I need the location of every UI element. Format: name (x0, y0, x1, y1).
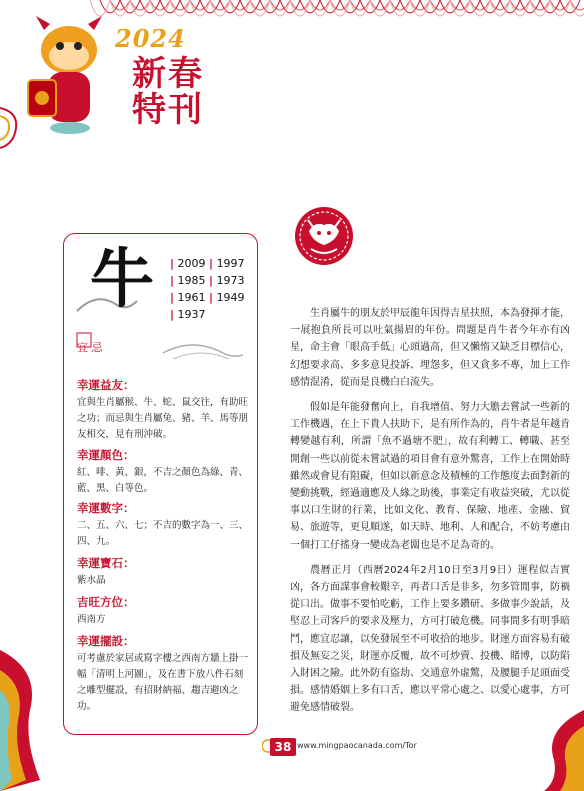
section-title: 幸運寶石： (77, 556, 135, 570)
section-lucky-direction (63, 594, 256, 628)
article-body (290, 305, 570, 725)
year-item: 1985 (177, 274, 206, 287)
year-item: 1997 (216, 257, 245, 270)
section-body: 西南方 (77, 614, 106, 625)
section-body: 紫水晶 (77, 575, 106, 586)
section-title: 幸運顏色： (77, 448, 135, 462)
flame-decoration (0, 630, 60, 791)
zodiac-years-list: | 2009 | 1997 | 1985 | 1973 | 1961 | 1949 | 1937 (170, 257, 245, 321)
year-item: 1961 (177, 291, 206, 304)
ox-papercut-icon (293, 205, 355, 267)
zodiac-character: 牛 (90, 242, 154, 317)
section-title: 幸運益友： (77, 378, 135, 392)
seal-stamp: 宜 忌 (77, 341, 103, 354)
article-paragraph: 假如是年能發奮向上，自我增值、努力大膽去嘗試一些新的工作機遇，在上下貴人扶助下，是有所作為的，肖牛者是年越肯轉變越有利，所謂「魚不過塘不肥」，故有利轉工、轉職、甚至開創一些以前從未嘗試過的項目會有意外驚喜，工作上在開始時雖然或會見有阻礙，但如以新意念及積極的工作態度去面對新的變動挑戰，經過適應及人緣之助後，事業定有收益突破，尤以從事以口生財的行業，比如文化、教育、保險、地產、金融、貿易、旅遊等，更見順遂，如天時、地利、人和配合，不妨考慮由一個打工仔搖身一變成為老闆也是不足為奇的。 (290, 402, 570, 551)
page-number: 38 (270, 738, 296, 756)
year-item: 1937 (177, 308, 206, 321)
section-body: 二、五、六、七；不吉的數字為一、三、四、九。 (77, 520, 249, 547)
title-line-2: 特刊 (132, 90, 204, 130)
section-title: 幸運數字： (77, 501, 135, 515)
flame-decoration-right (520, 710, 584, 791)
section-lucky-colors (63, 447, 256, 497)
title-line-1: 新春 (132, 54, 204, 94)
section-lucky-decor (63, 633, 256, 715)
year-item: 2009 (177, 257, 206, 270)
article-paragraph: 生肖屬牛的朋友於甲辰龍年因得吉星扶照，本為發揮才能，一展抱負所長可以吐氣揚眉的年份。問題是肖牛者今年亦有凶星，命主會「眼高手低」心頭過高，但又懶惰又缺乏目標信心，幻想要求高、多多意見投訴、埋怨多，但又貪多不專，加上工作感情混淆，從而是良機白白流失。 (290, 308, 570, 388)
section-body: 可考慮於家居或寫字樓之西南方牆上掛一幅「清明上河圖」，及在書下放八件石刻之雕型擺設，有招財納福、趨吉避凶之功。 (77, 653, 249, 712)
article-paragraph: 農曆正月（西曆2024年2月10日至3月9日）運程似吉實凶，各方面謀事會較艱辛，再者口舌是非多，勿多管閒事，防禍從口出。做事不要怕吃虧，工作上要多鑽研、多做事少說話，及堅忍上司客戶的要求及壓力，方可打破危機。同事間多有明爭暗鬥，應宜忍讓，以免發展至不可收拾的地步。財運方面容易有破損及無妄之災，財運亦反覆，故不可炒賣、投機、賭博，以防陷入財困之險。此外防有盜劫、交通意外虛驚，及腰腿手足頭面受損。感情婚姻上多有口舌，應以平常心處之、以愛心處事，方可避免感情破裂。 (290, 564, 570, 714)
footer-url[interactable]: www.mingpaocanada.com/Tor (297, 741, 417, 750)
section-title: 幸運擺設： (77, 634, 135, 648)
section-body: 紅、啡、黃、銀，不吉之顏色為綠、青、藍、黑、白等色。 (77, 467, 249, 494)
year-label: 2024 (115, 24, 186, 53)
year-item: 1973 (216, 274, 245, 287)
dragon-mascot-icon (14, 10, 114, 140)
year-item: 1949 (216, 291, 245, 304)
section-title: 吉旺方位： (77, 595, 135, 609)
section-lucky-gem (63, 555, 256, 589)
section-lucky-numbers (63, 500, 256, 550)
section-body: 宜與生肖屬猴、牛、蛇、鼠交往，有助旺之功；而忌與生肖屬兔、豬、羊、馬等朋友相交，見有刑沖破。 (77, 397, 249, 440)
section-lucky-friends (63, 377, 256, 443)
